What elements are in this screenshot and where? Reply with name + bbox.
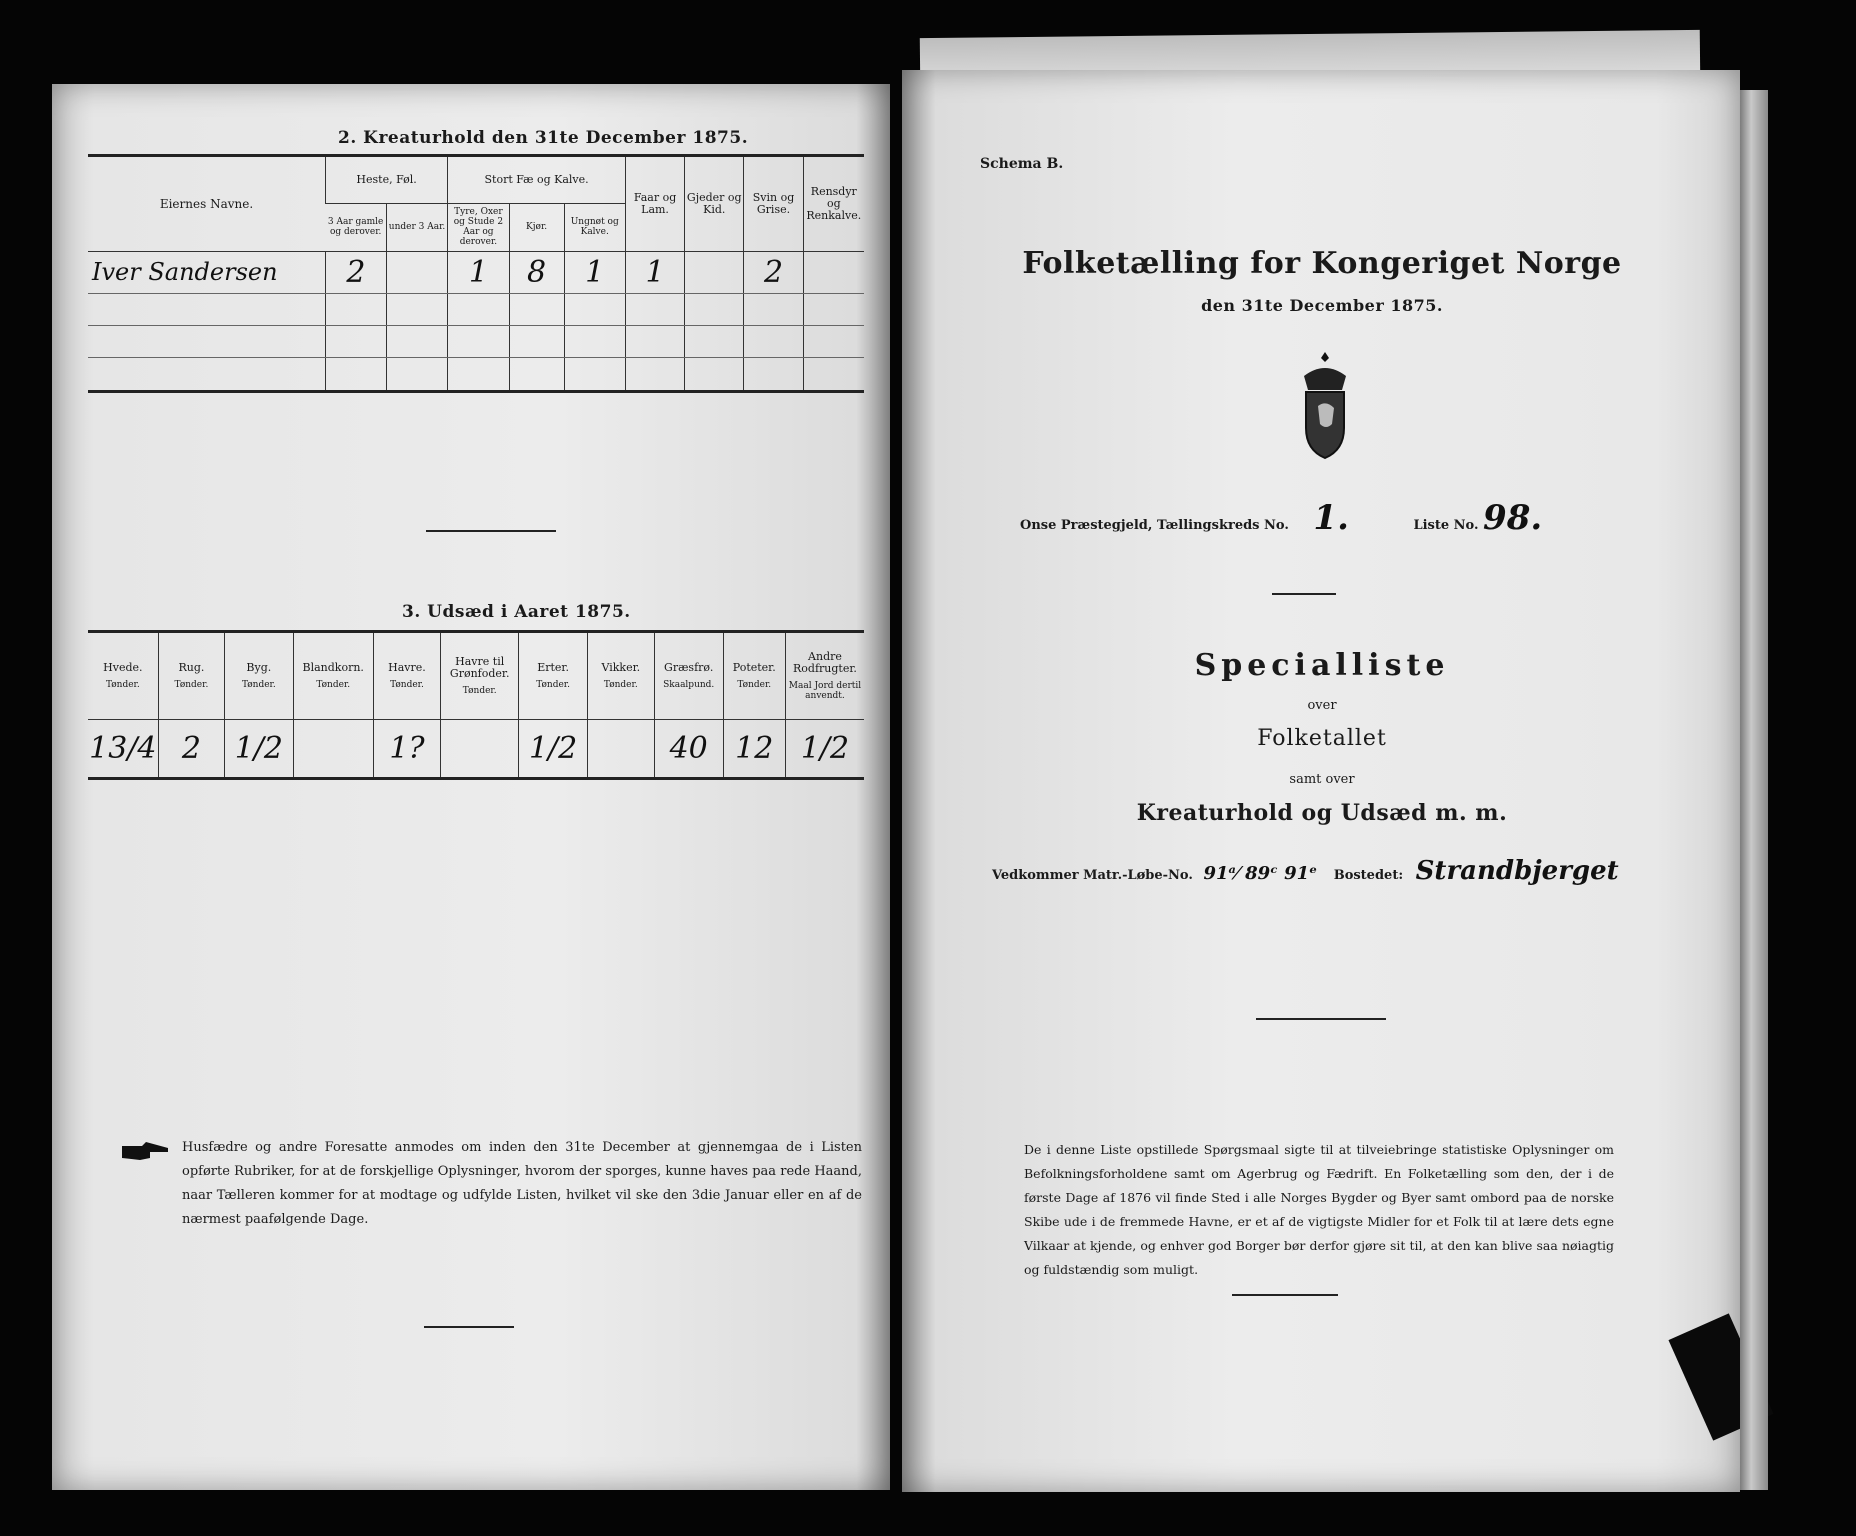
folketallet-heading: Folketallet: [1257, 726, 1387, 751]
sowing-header-name: Hvede.: [103, 660, 143, 674]
sowing-header-unit: Tønder.: [105, 679, 140, 690]
sowing-header-name: Græsfrø.: [664, 660, 714, 674]
schema-label: Schema B.: [980, 156, 1064, 172]
sowing-header-cell: [654, 633, 723, 719]
sowing-header-name: Havre.: [388, 660, 426, 674]
header-owner: Eiernes Navne.: [159, 197, 254, 212]
sowing-header-cell: [373, 633, 440, 719]
matr-value: 91ᵃ⁄ 89ᶜ 91ᵉ: [1203, 863, 1318, 884]
header-horses: Heste, Føl.: [356, 172, 417, 186]
rule: [88, 777, 864, 780]
sowing-header-cell: [785, 633, 864, 719]
section2-title: 2. Kreaturhold den 31te December 1875.: [338, 128, 749, 148]
sowing-value: 12: [735, 730, 774, 766]
page-stack-edge: [1740, 90, 1768, 1490]
main-subtitle: den 31te December 1875.: [1201, 296, 1443, 315]
sowing-value-cell: [440, 719, 518, 777]
header-horses-old: 3 Aar gamle og derover.: [327, 217, 384, 238]
district-value: 1.: [1313, 498, 1349, 538]
sowing-header-unit: Tønder.: [241, 679, 276, 690]
rule: [88, 390, 864, 393]
sowing-header-name: Rug.: [178, 660, 205, 674]
cell-young: 1: [585, 254, 605, 290]
divider: [1272, 593, 1336, 595]
sowing-header-cell: [158, 633, 225, 719]
header-young: Ungnøt og Kalve.: [570, 217, 619, 238]
divider: [1256, 1018, 1386, 1020]
sowing-header-unit: Maal Jord dertil anvendt.: [788, 680, 862, 701]
right-page: [902, 70, 1740, 1492]
cell-bulls: 1: [468, 254, 488, 290]
bosted-label: Bostedet:: [1333, 868, 1404, 883]
cell-pigs: 2: [763, 254, 784, 290]
sowing-value-cell: [293, 719, 373, 777]
list-value: 98.: [1483, 498, 1543, 538]
footer-text: De i denne Liste opstillede Spørgsmaal sigte til at tilveiebringe statistiske Oplysninger om Befolkningsforholdene samt om Agerbrug og Fædrift. En Folketælling som den, der i de første Dage af 1876 vil finde Sted i alle Norges Bygder og Byer samt ombord paa de norske Skibe ude i de fremmede Havne, er et af de vigtigste Midler for et Folk til at lære dets egne Vilkaar at kjende, og enhver god Borger bør derfor gjøre sit til, at den kan blive saa nøiagtig og fuldstændig som muligt.: [1024, 1142, 1614, 1277]
sowing-value-cell: [587, 719, 654, 777]
district-label: Tællingskreds No.: [1156, 518, 1289, 533]
parish-value: Onse: [1020, 518, 1057, 533]
sowing-value: 1/2: [234, 730, 283, 766]
sowing-header-cell: [88, 633, 158, 719]
cell-sheep: 1: [645, 254, 665, 290]
sowing-value-cell: [785, 719, 864, 777]
sowing-value: 40: [669, 730, 708, 766]
location-line: [1020, 498, 1620, 538]
header-cattle: Stort Fæ og Kalve.: [484, 172, 589, 186]
sowing-header-cell: [440, 633, 518, 719]
sowing-value-cell: [723, 719, 785, 777]
sowing-header-name: Poteter.: [732, 660, 776, 674]
sowing-header-cell: [293, 633, 373, 719]
sowing-header-cell: [519, 633, 587, 719]
sowing-header-cell: [723, 633, 785, 719]
sowing-table: [88, 633, 864, 777]
sowing-value: 13/4: [89, 730, 157, 766]
header-horses-young: under 3 Aar.: [388, 222, 446, 233]
sowing-value: 1?: [389, 730, 425, 766]
sowing-value-cell: [88, 719, 158, 777]
kreaturhold-heading: Kreaturhold og Udsæd m. m.: [1136, 800, 1508, 826]
matr-line: [992, 856, 1712, 886]
divider: [1232, 1294, 1338, 1296]
list-label: Liste No.: [1413, 518, 1479, 533]
specialliste-heading: Specialliste: [1194, 648, 1450, 683]
matr-label: Vedkommer Matr.-Løbe-No.: [992, 868, 1193, 883]
sowing-header-cell: [587, 633, 654, 719]
header-goats: Gjeder og Kid.: [686, 191, 742, 217]
sowing-header-unit: Skaalpund.: [663, 679, 715, 690]
header-cows: Kjør.: [526, 222, 548, 233]
table-row: [88, 252, 864, 294]
over-label: over: [1307, 698, 1337, 713]
main-title: Folketælling for Kongeriget Norge: [1022, 246, 1622, 281]
sowing-header-name: Vikker.: [601, 660, 641, 674]
sowing-header-unit: Tønder.: [737, 679, 772, 690]
sowing-value: 2: [181, 730, 201, 766]
sowing-header-name: Byg.: [246, 660, 272, 674]
sowing-value-cell: [225, 719, 293, 777]
norway-coat-of-arms-icon: [1290, 350, 1360, 460]
parish-label: Præstegjeld,: [1060, 518, 1153, 533]
cell-cows: 8: [527, 254, 547, 290]
sowing-header-unit: Tønder.: [316, 679, 351, 690]
livestock-table: [88, 157, 864, 390]
header-pigs: Svin og Grise.: [752, 191, 795, 217]
bosted-value: Strandbjerget: [1415, 856, 1619, 886]
section3-title: 3. Udsæd i Aaret 1875.: [402, 602, 631, 622]
sowing-value-cell: [158, 719, 225, 777]
sowing-header-name: Erter.: [537, 660, 569, 674]
sowing-header-unit: Tønder.: [603, 679, 638, 690]
header-bulls: Tyre, Oxer og Stude 2 Aar og derover.: [453, 207, 504, 248]
sowing-header-unit: Tønder.: [174, 679, 209, 690]
divider: [426, 530, 556, 532]
samt-over-label: samt over: [1289, 772, 1355, 787]
header-sheep: Faar og Lam.: [633, 191, 677, 217]
sowing-header-unit: Tønder.: [462, 685, 497, 696]
sowing-value: 1/2: [800, 730, 850, 766]
sowing-value: 1/2: [528, 730, 578, 766]
sowing-header-cell: [225, 633, 293, 719]
sowing-value-cell: [519, 719, 587, 777]
notice-text: Husfædre og andre Foresatte anmodes om inden den 31te December at gjennemgaa de i Listen opførte Rubriker, for at de forskjellige Oplysninger, hvorom der sporges, kunne haves paa rede Haand, naar Tælleren kommer for at modtage og udfylde Listen, hvilket vil ske den 3die Januar eller en af de nærmest paafølgende Dage.: [182, 1140, 862, 1227]
divider: [424, 1326, 514, 1328]
cell-horses-old: 2: [346, 254, 366, 290]
sowing-value-cell: [654, 719, 723, 777]
owner-name: Iver Sandersen: [92, 258, 278, 287]
header-reindeer: Rensdyr og Renkalve.: [806, 185, 862, 223]
left-page: [52, 84, 890, 1490]
sowing-header-name: Blandkorn.: [302, 660, 364, 674]
sowing-header-unit: Tønder.: [536, 679, 570, 690]
sowing-header-unit: Tønder.: [390, 679, 424, 690]
pointing-hand-icon: [120, 1140, 170, 1162]
sowing-header-name: Havre til Grønfoder.: [449, 654, 510, 680]
sowing-value-cell: [373, 719, 440, 777]
sowing-header-name: Andre Rodfrugter.: [793, 649, 857, 675]
